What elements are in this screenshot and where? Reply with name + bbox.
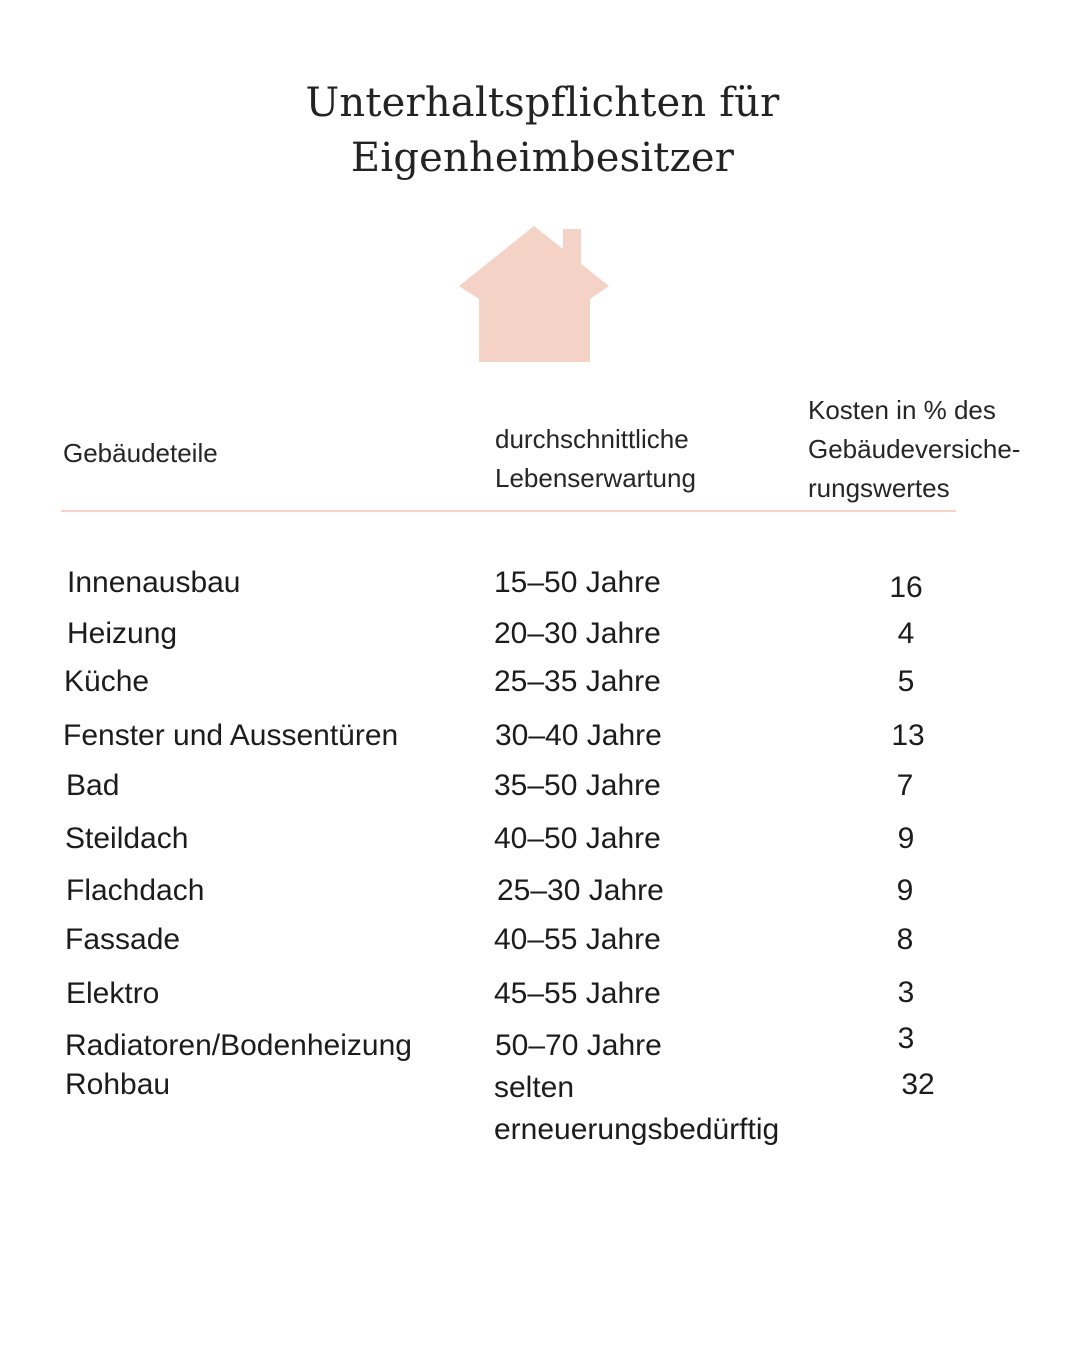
table-row xyxy=(0,563,1080,603)
cell-cost: 3 xyxy=(897,976,915,1009)
cell-life: 25–35 Jahre xyxy=(494,665,661,698)
cell-cost: 4 xyxy=(897,617,915,650)
cell-life: 50–70 Jahre xyxy=(495,1029,662,1062)
cell-life: 45–55 Jahre xyxy=(494,977,661,1010)
cell-life: 35–50 Jahre xyxy=(494,769,661,802)
cell-part: Rohbau xyxy=(65,1068,171,1101)
cell-part: Steildach xyxy=(65,822,189,855)
column-header-cost xyxy=(808,391,1020,508)
cell-part: Fassade xyxy=(65,923,181,956)
cell-part: Radiatoren/Bodenheizung xyxy=(65,1029,412,1062)
table-row xyxy=(0,819,1080,859)
cell-cost: 8 xyxy=(896,923,914,956)
column-header-part xyxy=(63,434,218,473)
cell-part: Elektro xyxy=(66,977,160,1010)
table-row xyxy=(0,871,1080,911)
table-row xyxy=(0,716,1080,756)
cell-life: 30–40 Jahre xyxy=(495,719,662,752)
cell-part: Flachdach xyxy=(66,874,205,907)
table-row xyxy=(0,766,1080,806)
cell-cost: 9 xyxy=(897,822,915,855)
column-header-life-line-1: durchschnittliche xyxy=(495,424,689,454)
cell-cost: 16 xyxy=(889,571,923,604)
cell-cost: 3 xyxy=(897,1022,915,1055)
cell-life: 25–30 Jahre xyxy=(497,874,664,907)
header-divider xyxy=(61,510,956,512)
cell-cost: 13 xyxy=(891,719,925,752)
cell-cost: 7 xyxy=(896,769,914,802)
column-header-life xyxy=(495,420,696,498)
page-title xyxy=(0,76,1080,186)
column-header-cost-line-2: Gebäudeversiche- xyxy=(808,434,1021,464)
cell-life: 40–50 Jahre xyxy=(494,822,661,855)
cell-cost: 5 xyxy=(897,665,915,698)
cell-cost: 9 xyxy=(896,874,914,907)
table-row xyxy=(0,614,1080,654)
cell-life: 20–30 Jahre xyxy=(494,617,661,650)
cell-part: Fenster und Aussentüren xyxy=(63,719,399,752)
title-line-1: Unterhaltspflichten für xyxy=(305,80,780,126)
table-row xyxy=(0,1022,1080,1066)
cell-part: Bad xyxy=(66,769,120,802)
cell-part: Küche xyxy=(64,665,150,698)
cell-life-continuation: erneuerungsbedürftig xyxy=(494,1113,780,1146)
cell-life: 40–55 Jahre xyxy=(494,923,661,956)
table-row xyxy=(0,662,1080,702)
table-row xyxy=(0,974,1080,1014)
cell-part: Heizung xyxy=(67,617,178,650)
column-header-cost-line-3: rungswertes xyxy=(808,473,950,503)
house-icon xyxy=(459,226,609,362)
rohbau-life-cell xyxy=(494,1067,779,1151)
cell-cost: 32 xyxy=(901,1068,935,1101)
cell-life: 15–50 Jahre xyxy=(494,566,661,599)
title-line-2: Eigenheimbesitzer xyxy=(350,135,735,181)
house-shape xyxy=(459,226,609,362)
cell-life: selten xyxy=(494,1071,575,1104)
table-row xyxy=(0,920,1080,960)
cell-part: Innenausbau xyxy=(67,566,241,599)
column-header-cost-line-1: Kosten in % des xyxy=(808,395,996,425)
column-header-part-text: Gebäudeteile xyxy=(63,438,218,468)
column-header-life-line-2: Lebenserwartung xyxy=(495,463,696,493)
